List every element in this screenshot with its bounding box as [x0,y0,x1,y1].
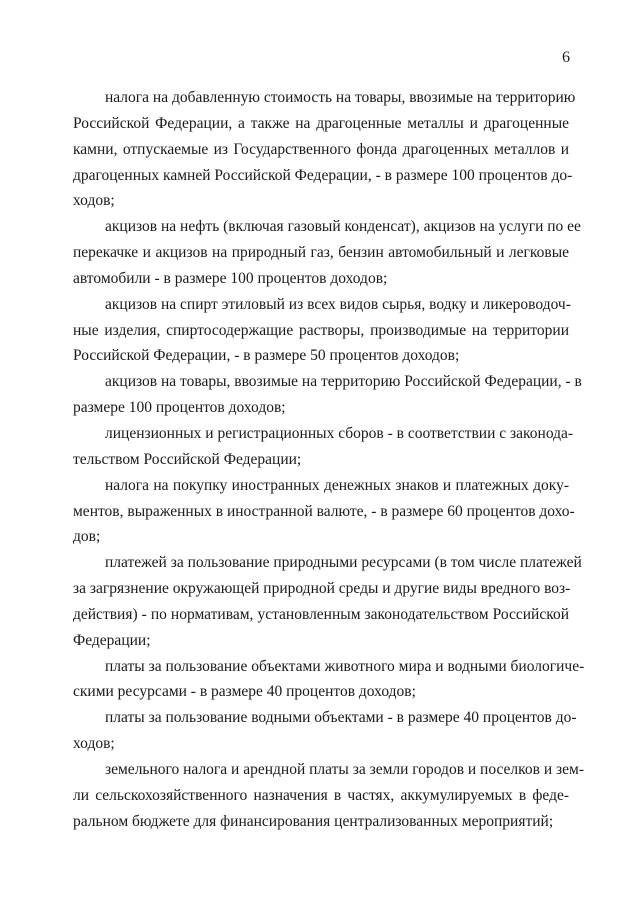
page-number: 6 [562,49,570,66]
paragraph-line: ходов; [73,192,115,210]
document-body [73,85,585,834]
paragraph-line: автомобили - в размере 100 процентов доходов; [73,269,388,287]
paragraph-line: акцизов на спирт этиловый из всех видов сырья, водку и ликероводоч- [105,295,571,313]
paragraph-line: лицензионных и регистрационных сборов - в соответствии с законода- [105,424,574,442]
paragraph [73,654,585,706]
paragraph-line: акцизов на нефть (включая газовый конденсат), акцизов на услуги по ее [105,218,581,236]
paragraph-line: платежей за пользование природными ресурсами (в том числе платежей [105,554,582,572]
paragraph-line: камни, отпускаемые из Государственного фонда драгоценных металлов и [73,140,569,158]
paragraph-line: драгоценных камней Российской Федерации, - в размере 100 процентов до- [73,166,573,184]
paragraph [73,292,569,370]
paragraph-line: ходов; [73,735,115,753]
paragraph-line: перекачке и акцизов на природный газ, бензин автомобильный и легковые [73,244,569,262]
paragraph-line: Федерации; [73,631,151,649]
paragraph-line: ральном бюджете для финансирования централизованных мероприятий; [73,812,554,830]
paragraph [73,85,576,214]
paragraph-line: платы за пользование объектами животного мира и водными биологиче- [105,657,585,675]
paragraph-line: тельством Российской Федерации; [73,450,302,468]
paragraph-line: налога на добавленную стоимость на товары, ввозимые на территорию [105,89,576,106]
paragraph-line: размере 100 процентов доходов; [73,399,286,417]
paragraph-line: Российской Федерации, - в размере 50 процентов доходов; [73,347,460,365]
paragraph-line: действия) - по нормативам, установленным законодательством Российской [73,605,569,623]
paragraph [73,369,582,421]
paragraph-line: дов; [73,528,101,546]
paragraph-line: земельного налога и арендной платы за земли городов и поселков и зем- [105,760,585,778]
paragraph-line: ли сельскохозяйственного назначения в частях, аккумулируемых в феде- [73,786,569,804]
paragraph [73,705,577,757]
paragraph-line: ные изделия, спиртосодержащие растворы, производимые на территории [73,321,569,339]
paragraph-line: за загрязнение окружающей природной среды и другие виды вредного воз- [73,580,571,598]
paragraph [73,550,582,653]
paragraph [73,214,581,292]
paragraph-line: налога на покупку иностранных денежных знаков и платежных доку- [105,476,569,494]
paragraph-line: Российской Федерации, а также на драгоценные металлы и драгоценные [73,114,569,132]
paragraph-line: скими ресурсами - в размере 40 процентов доходов; [73,683,416,701]
paragraph-line: акцизов на товары, ввозимые на территорию Российской Федерации, - в [105,373,582,391]
paragraph [73,421,574,473]
paragraph [73,757,585,835]
paragraph [73,473,575,551]
paragraph-line: ментов, выраженных в иностранной валюте, - в размере 60 процентов дохо- [73,502,575,520]
paragraph-line: платы за пользование водными объектами - в размере 40 процентов до- [105,709,577,727]
